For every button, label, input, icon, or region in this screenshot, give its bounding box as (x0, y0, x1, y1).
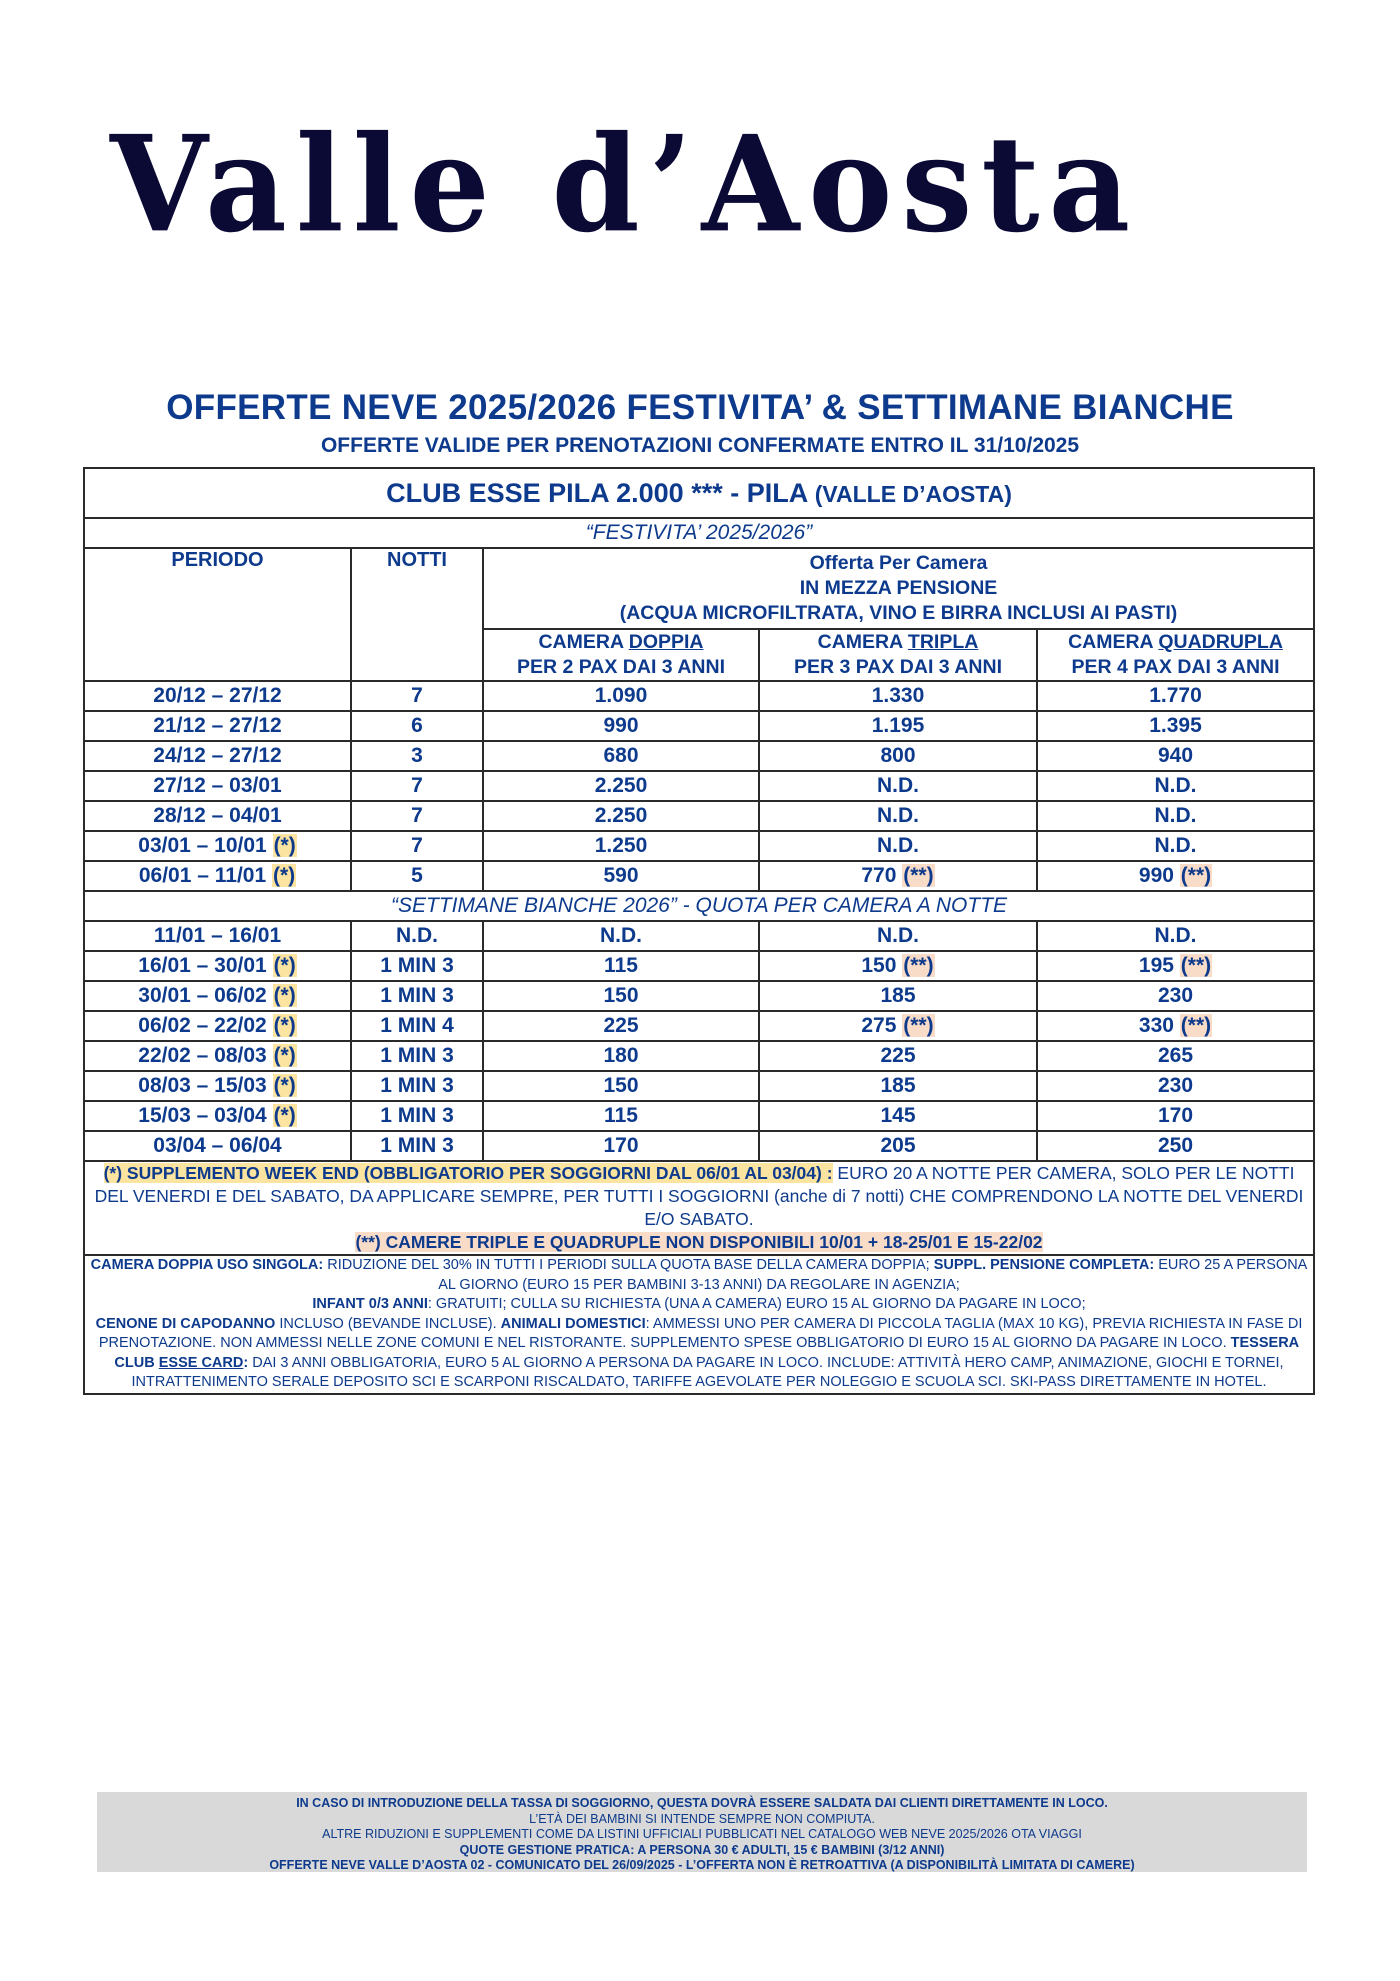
cell-quadrupla: N.D. (1037, 921, 1314, 951)
table-row (84, 711, 1314, 741)
periodo-text: 21/12 – 27/12 (153, 714, 282, 737)
hotel-row (84, 468, 1314, 518)
cell-notti: 1 MIN 3 (351, 1101, 483, 1131)
cell-doppia: 590 (483, 861, 759, 891)
conditions-row (84, 1255, 1314, 1394)
cell-periodo (84, 741, 351, 771)
periodo-text: 08/03 – 15/03 (138, 1074, 267, 1097)
unavailable-mark: (**) (903, 864, 934, 887)
offer-line1: Offerta Per Camera (809, 552, 988, 574)
cell-tripla: 185 (759, 1071, 1037, 1101)
periodo-text: 15/03 – 03/04 (138, 1104, 267, 1127)
cell-notti: 1 MIN 4 (351, 1011, 483, 1041)
section-settimane-label: “SETTIMANE BIANCHE 2026” - QUOTA PER CAMERA A NOTTE (84, 891, 1314, 921)
cell-notti: 3 (351, 741, 483, 771)
cell-notti: 7 (351, 801, 483, 831)
cell-notti: N.D. (351, 921, 483, 951)
cell-quadrupla: 250 (1037, 1131, 1314, 1161)
weekend-supplement-mark: (*) (273, 1044, 296, 1067)
brand-title: Valle d’Aosta (110, 106, 1140, 262)
cell-notti: 6 (351, 711, 483, 741)
footer-line-riduzioni: ALTRE RIDUZIONI E SUPPLEMENTI COME DA LISTINI UFFICIALI PUBBLICATI NEL CATALOGO WEB NEVE 2025/2026 OTA VIAGGI (322, 1827, 1082, 1841)
unavailable-mark: (**) (903, 1014, 934, 1037)
promo-subtitle: OFFERTE VALIDE PER PRENOTAZIONI CONFERMATE ENTRO IL 31/10/2025 (320, 434, 1080, 457)
cell-doppia: 990 (483, 711, 759, 741)
unavailable-mark: (**) (903, 954, 934, 977)
price: 195 (1138, 954, 1174, 977)
table-row (84, 1011, 1314, 1041)
cell-notti: 7 (351, 681, 483, 711)
cell-doppia: 150 (483, 981, 759, 1011)
weekend-supplement-mark: (*) (273, 954, 296, 977)
cell-doppia: 2.250 (483, 801, 759, 831)
periodo-text: 16/01 – 30/01 (138, 954, 267, 977)
cell-periodo (84, 681, 351, 711)
table-row (84, 801, 1314, 831)
cell-doppia: 150 (483, 1071, 759, 1101)
cell-periodo (84, 951, 351, 981)
header-notti: NOTTI (351, 548, 483, 681)
offer-line3: (ACQUA MICROFILTRATA, VINO E BIRRA INCLUSI AI PASTI) (619, 602, 1178, 624)
room-sub-quadrupla: PER 4 PAX DAI 3 ANNI (1071, 656, 1280, 678)
supplement-notes-row (84, 1161, 1314, 1255)
periodo-text: 06/01 – 11/01 (138, 864, 267, 887)
animali-label: ANIMALI DOMESTICI (500, 1315, 646, 1332)
room-sub-doppia: PER 2 PAX DAI 3 ANNI (516, 656, 726, 678)
price: 990 (1138, 864, 1174, 887)
cell-notti: 1 MIN 3 (351, 1131, 483, 1161)
cell-tripla: N.D. (759, 831, 1037, 861)
cell-doppia: 180 (483, 1041, 759, 1071)
table-row (84, 981, 1314, 1011)
price: 770 (861, 864, 897, 887)
offer-line2: IN MEZZA PENSIONE (799, 577, 998, 599)
infant-label: INFANT 0/3 ANNI (312, 1296, 428, 1312)
cell-doppia: 115 (483, 1101, 759, 1131)
cell-tripla: N.D. (759, 921, 1037, 951)
table-row (84, 1071, 1314, 1101)
cell-quadrupla: 170 (1037, 1101, 1314, 1131)
cell-tripla: 225 (759, 1041, 1037, 1071)
table-row (84, 681, 1314, 711)
cell-quadrupla: 940 (1037, 741, 1314, 771)
periodo-text: 24/12 – 27/12 (153, 744, 282, 767)
weekend-supplement-label: (*) SUPPLEMENTO WEEK END (OBBLIGATORIO PER SOGGIORNI DAL 06/01 AL 03/04) : (103, 1163, 833, 1183)
weekend-supplement-mark: (*) (273, 984, 296, 1007)
cell-quadrupla: N.D. (1037, 771, 1314, 801)
cell-quadrupla: N.D. (1037, 831, 1314, 861)
cell-tripla (759, 1011, 1037, 1041)
cell-periodo (84, 801, 351, 831)
cell-doppia: 1.250 (483, 831, 759, 861)
periodo-text: 03/04 – 06/04 (153, 1134, 282, 1157)
cell-tripla: 800 (759, 741, 1037, 771)
periodo-text: 20/12 – 27/12 (153, 684, 282, 707)
table-row (84, 741, 1314, 771)
table-row (84, 831, 1314, 861)
weekend-supplement-text: EURO 20 A NOTTE PER CAMERA, SOLO PER LE NOTTI DEL VENERDI E DEL SABATO, DA APPLICARE SEMPRE, PER TUTTI I SOGGIORNI (anche di 7 notti) CHE COMPRENDONO LA NOTTE DEL VENERDI E/O SABATO. (94, 1163, 1304, 1229)
cell-doppia: 170 (483, 1131, 759, 1161)
cell-doppia: 115 (483, 951, 759, 981)
cell-tripla: N.D. (759, 771, 1037, 801)
cell-doppia: 2.250 (483, 771, 759, 801)
table-row (84, 861, 1314, 891)
table-row (84, 771, 1314, 801)
table-row (84, 1131, 1314, 1161)
footer-notes (97, 1792, 1307, 1872)
cell-periodo (84, 861, 351, 891)
unavailable-note: (**) CAMERE TRIPLE E QUADRUPLE NON DISPONIBILI 10/01 + 18-25/01 E 15-22/02 (355, 1232, 1043, 1252)
unavailable-mark: (**) (1180, 1014, 1212, 1037)
weekend-supplement-mark: (*) (273, 1074, 296, 1097)
weekend-supplement-mark: (*) (273, 1104, 296, 1127)
periodo-text: 06/02 – 22/02 (138, 1014, 267, 1037)
weekend-supplement-mark: (*) (272, 864, 296, 887)
price: 150 (861, 954, 897, 977)
header-doppia (483, 629, 759, 681)
cell-tripla (759, 951, 1037, 981)
cell-tripla: 1.330 (759, 681, 1037, 711)
cell-periodo (84, 981, 351, 1011)
cell-tripla: 205 (759, 1131, 1037, 1161)
room-prefix: CAMERA (538, 631, 629, 653)
infant-text: : GRATUITI; CULLA SU RICHIESTA (UNA A CAMERA) EURO 15 AL GIORNO DA PAGARE IN LOCO; (427, 1296, 1086, 1312)
tessera-label: TESSERA CLUB (114, 1335, 1300, 1371)
price-table (83, 467, 1315, 1395)
cell-quadrupla: 265 (1037, 1041, 1314, 1071)
table-row (84, 1101, 1314, 1131)
cell-notti: 1 MIN 3 (351, 1041, 483, 1071)
cell-periodo (84, 771, 351, 801)
cell-tripla (759, 861, 1037, 891)
promo-title: OFFERTE NEVE 2025/2026 FESTIVITA’ & SETTIMANE BIANCHE (166, 388, 1234, 427)
cell-tripla: 145 (759, 1101, 1037, 1131)
table-row (84, 1041, 1314, 1071)
cell-quadrupla: N.D. (1037, 801, 1314, 831)
tessera-colon: : (243, 1354, 249, 1371)
footer-line-eta: L’ETÀ DEI BAMBINI SI INTENDE SEMPRE NON COMPIUTA. (529, 1811, 875, 1826)
cell-notti: 5 (351, 861, 483, 891)
price: 330 (1138, 1014, 1174, 1037)
room-type-doppia: DOPPIA (628, 631, 704, 653)
cell-periodo (84, 831, 351, 861)
room-type-quadrupla: QUADRUPLA (1158, 631, 1283, 653)
cell-tripla: N.D. (759, 801, 1037, 831)
footer-line-comunicato: OFFERTE NEVE VALLE D’AOSTA 02 - COMUNICATO DEL 26/09/2025 - L’OFFERTA NON È RETROATTIVA (A DISPONIBILITÀ LIMITATA DI CAMERE) (269, 1858, 1135, 1872)
cell-periodo (84, 1071, 351, 1101)
section-festivita-label: “FESTIVITA’ 2025/2026” (84, 518, 1314, 548)
cell-periodo (84, 1101, 351, 1131)
header-quadrupla (1037, 629, 1314, 681)
cell-notti: 1 MIN 3 (351, 1071, 483, 1101)
weekend-supplement-mark: (*) (273, 1014, 296, 1037)
periodo-text: 28/12 – 04/01 (153, 804, 282, 827)
cell-doppia: 680 (483, 741, 759, 771)
footer-line-tassa: IN CASO DI INTRODUZIONE DELLA TASSA DI SOGGIORNO, QUESTA DOVRÀ ESSERE SALDATA DAI CLIENTI DIRETTAMENTE IN LOCO. (296, 1796, 1108, 1810)
cell-quadrupla (1037, 1011, 1314, 1041)
cell-tripla: 1.195 (759, 711, 1037, 741)
header-offer (483, 548, 1314, 629)
periodo-text: 11/01 – 16/01 (153, 924, 282, 947)
table-row (84, 951, 1314, 981)
supplement-notes (84, 1161, 1314, 1255)
cell-periodo (84, 921, 351, 951)
periodo-text: 30/01 – 06/02 (138, 984, 267, 1007)
cell-doppia: N.D. (483, 921, 759, 951)
cell-notti: 1 MIN 3 (351, 951, 483, 981)
cell-notti: 7 (351, 831, 483, 861)
pensione-text: EURO 25 A PERSONA AL GIORNO (EURO 15 PER BAMBINI 3-13 ANNI) DA REGOLARE IN AGENZIA; (438, 1257, 1308, 1293)
header-periodo: PERIODO (84, 548, 351, 681)
header-tripla (759, 629, 1037, 681)
cell-periodo (84, 1131, 351, 1161)
unavailable-mark: (**) (1180, 864, 1212, 887)
cell-periodo (84, 711, 351, 741)
cell-quadrupla: 1.770 (1037, 681, 1314, 711)
dus-label: CAMERA DOPPIA USO SINGOLA: (90, 1257, 324, 1273)
header-row (84, 548, 1314, 629)
cell-periodo (84, 1041, 351, 1071)
price: 275 (861, 1014, 897, 1037)
cell-quadrupla (1037, 861, 1314, 891)
periodo-text: 22/02 – 08/03 (138, 1044, 267, 1067)
table-row (84, 921, 1314, 951)
esse-card-label: ESSE CARD (158, 1354, 244, 1371)
cell-quadrupla: 230 (1037, 1071, 1314, 1101)
section-festivita (84, 518, 1314, 548)
section-settimane (84, 891, 1314, 921)
cell-notti: 7 (351, 771, 483, 801)
room-type-tripla: TRIPLA (907, 631, 979, 653)
hotel-region: (VALLE D’AOSTA) (814, 480, 1012, 507)
hotel-name: CLUB ESSE PILA 2.000 *** - PILA (386, 477, 808, 508)
cell-tripla: 185 (759, 981, 1037, 1011)
dus-text: RIDUZIONE DEL 30% IN TUTTI I PERIODI SULLA QUOTA BASE DELLA CAMERA DOPPIA; (323, 1257, 934, 1273)
conditions-notes (84, 1255, 1314, 1394)
room-prefix: CAMERA (817, 631, 908, 653)
footer-line-quote: QUOTE GESTIONE PRATICA: A PERSONA 30 € ADULTI, 15 € BAMBINI (3/12 ANNI) (459, 1842, 945, 1857)
unavailable-mark: (**) (1180, 954, 1212, 977)
cell-doppia: 225 (483, 1011, 759, 1041)
pensione-label: SUPPL. PENSIONE COMPLETA: (933, 1257, 1155, 1273)
cell-notti: 1 MIN 3 (351, 981, 483, 1011)
tessera-text: DAI 3 ANNI OBBLIGATORIA, EURO 5 AL GIORNO A PERSONA DA PAGARE IN LOCO. INCLUDE: ATTIVITÀ HERO CAMP, ANIMAZIONE, GIOCHI E TORNEI, INTRATTENIMENTO SERALE DEPOSITO SCI E SCARPONI RISCALDATO, TARIFFE AGEVOLATE PER NOLEGGIO E SCUOLA SCI. SKI-PASS DIRETTAMENTE IN HOTEL. (131, 1354, 1284, 1390)
cell-quadrupla (1037, 951, 1314, 981)
hotel-name-cell (84, 468, 1314, 518)
cenone-text: INCLUSO (BEVANDE INCLUSE). (275, 1315, 501, 1332)
animali-text: : AMMESSI UNO PER CAMERA DI PICCOLA TAGLIA (MAX 10 KG), PREVIA RICHIESTA IN FASE DI PRENOTAZIONE. NON AMMESSI NELLE ZONE COMUNI E NEL RISTORANTE. SUPPLEMENTO SPESE OBBLIGATORIO DI EURO 15 AL GIORNO DA PAGARE IN LOCO. (98, 1315, 1303, 1351)
cell-periodo (84, 1011, 351, 1041)
cell-quadrupla: 230 (1037, 981, 1314, 1011)
cell-quadrupla: 1.395 (1037, 711, 1314, 741)
room-sub-tripla: PER 3 PAX DAI 3 ANNI (793, 656, 1003, 678)
weekend-supplement-mark: (*) (273, 834, 296, 857)
periodo-text: 27/12 – 03/01 (153, 774, 282, 797)
cell-doppia: 1.090 (483, 681, 759, 711)
room-prefix: CAMERA (1068, 631, 1159, 653)
periodo-text: 03/01 – 10/01 (138, 834, 267, 857)
cenone-label: CENONE DI CAPODANNO (95, 1315, 276, 1332)
